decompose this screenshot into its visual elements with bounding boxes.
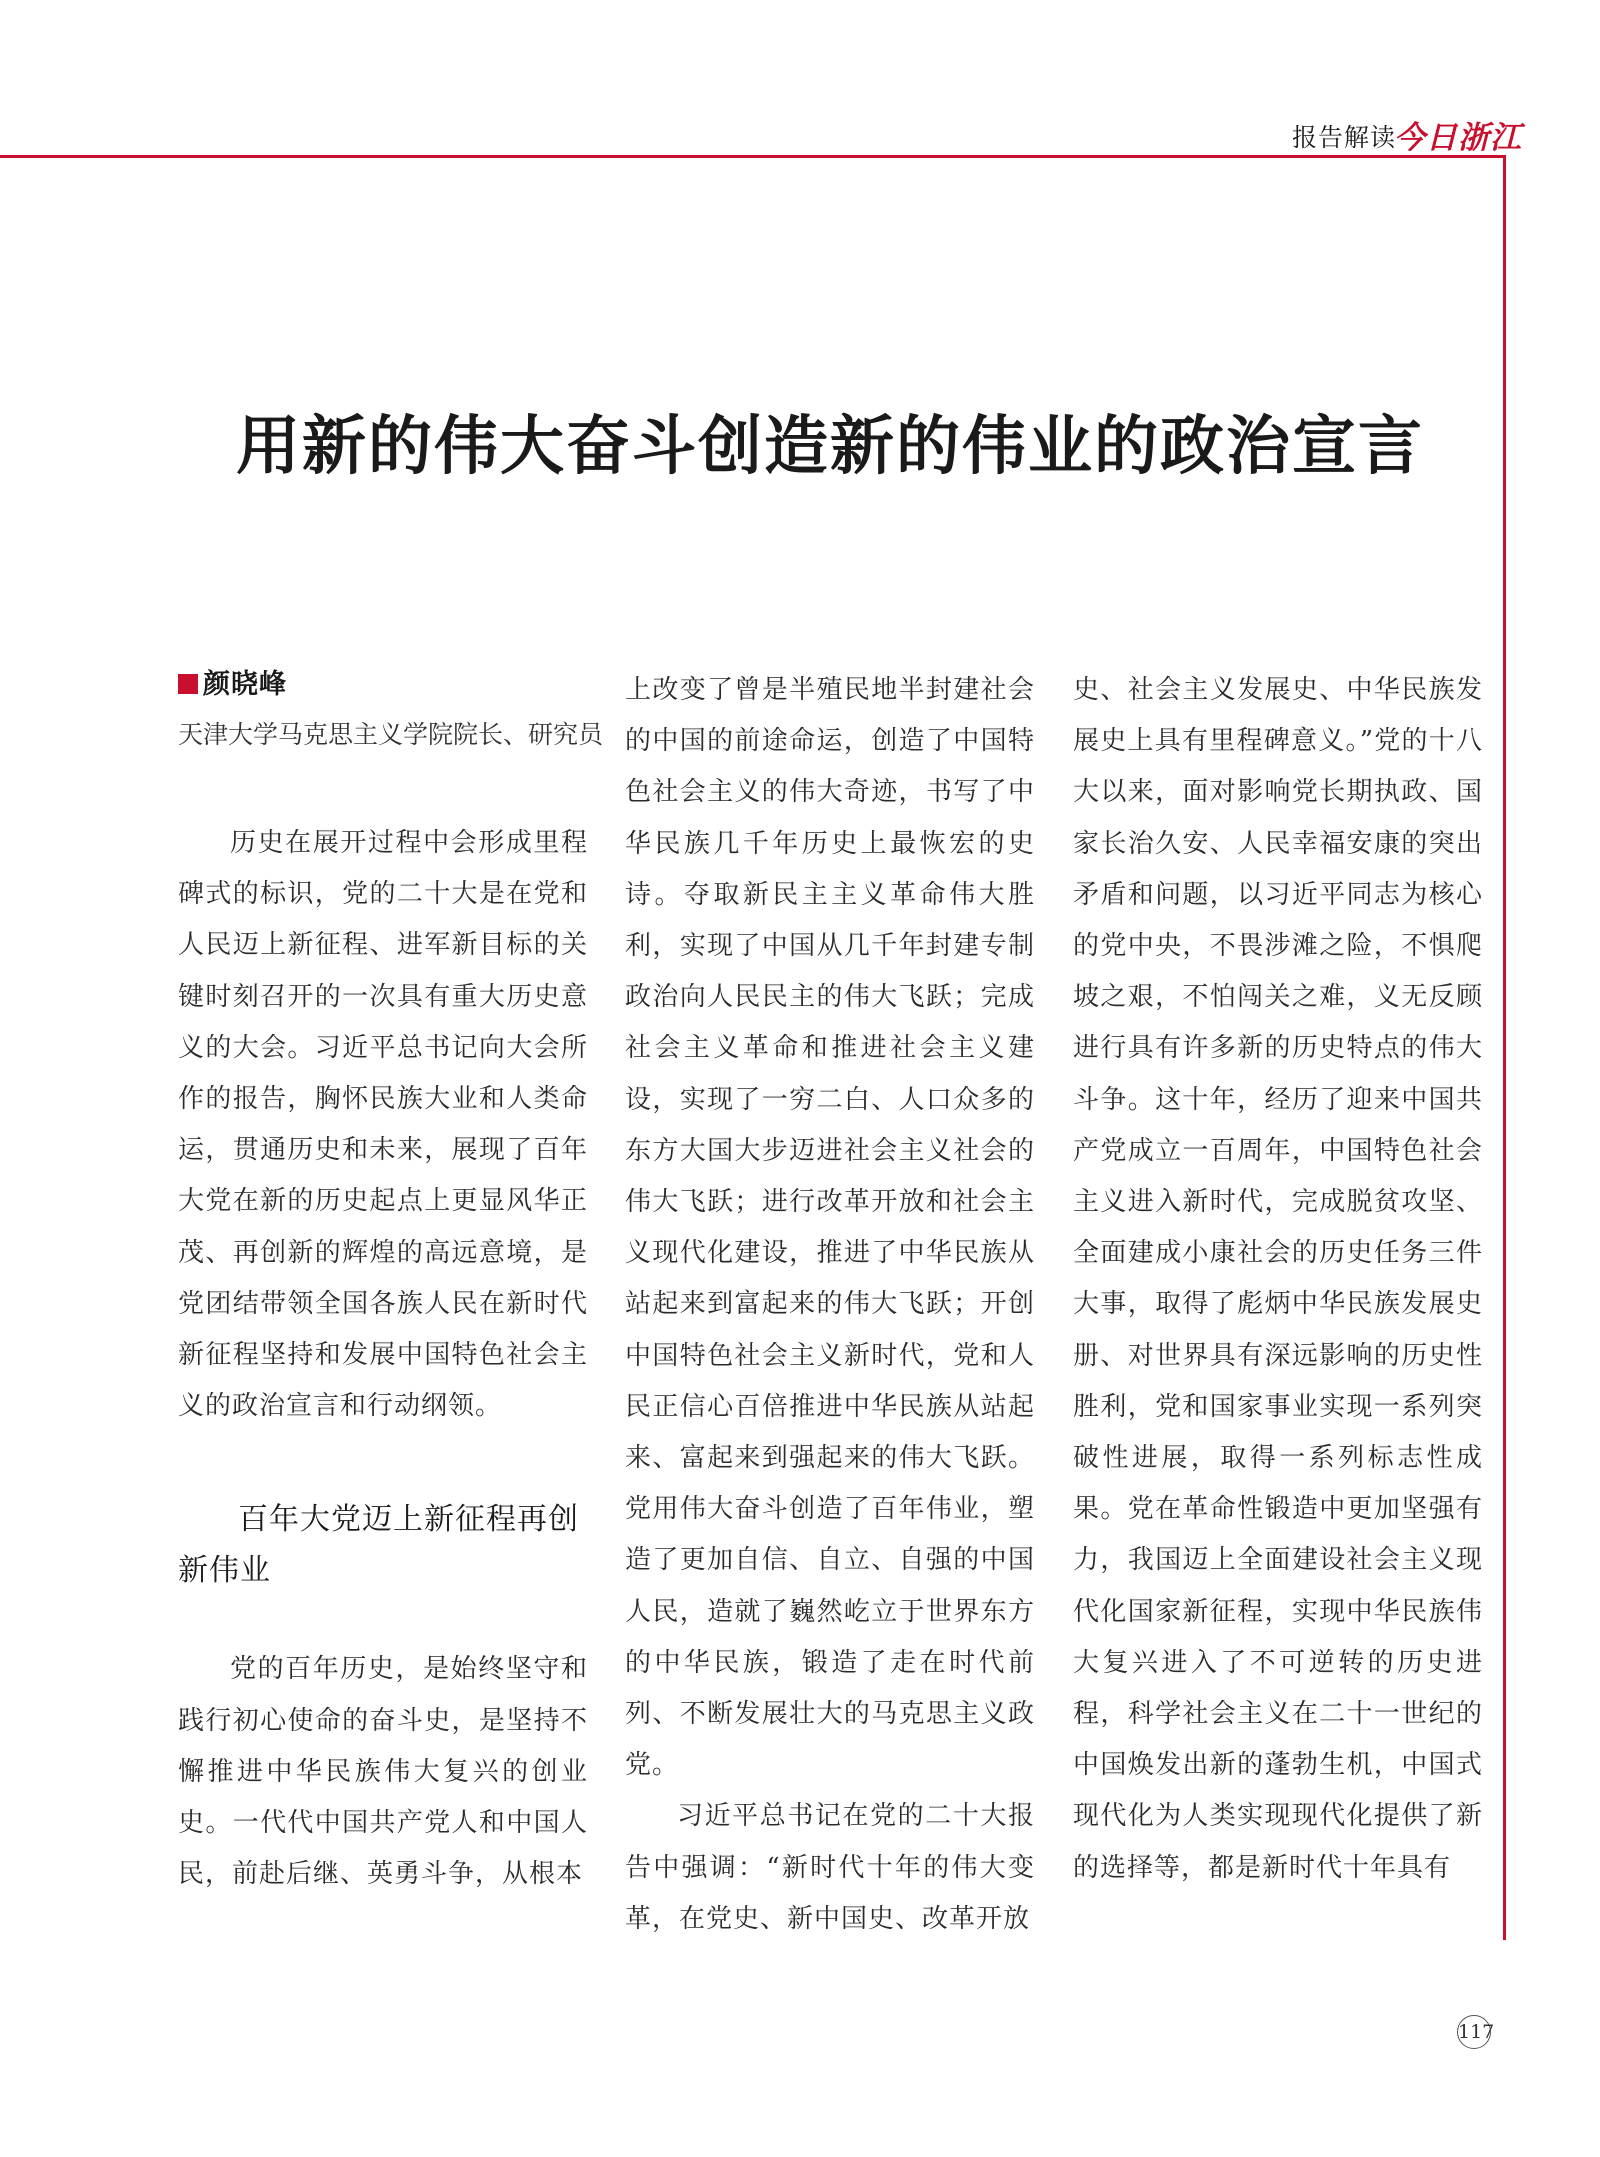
page-number: 117 — [1457, 2015, 1491, 2049]
paragraph-new-era: 史、社会主义发展史、中华民族发展史上具有里程碑意义。”党的十八大以来，面对影响党长期执政、国家长治久安、人民幸福安康的突出矛盾和问题，以习近平同志为核心的党中央，不畏涉滩之险，不惧爬坡之艰，不怕闯关之难，义无反顾进行具有许多新的历史特点的伟大斗争。这十年，经历了迎来中国共产党成立一百周年，中国特色社会主义进入新时代，完成脱贫攻坚、全面建成小康社会的历史任务三件大事，取得了彪炳中华民族发展史册、对世界具有深远影响的历史性胜利，党和国家事业实现一系列突破性进展，取得一系列标志性成果。党在革命性锻造中更加坚强有力，我国迈上全面建设社会主义现代化国家新征程，实现中华民族伟大复兴进入了不可逆转的历史进程，科学社会主义在二十一世纪的中国焕发出新的蓬勃生机，中国式现代化为人类实现现代化提供了新的选择等，都是新时代十年具有 — [1073, 675, 1483, 1883]
paragraph-intro: 历史在展开过程中会形成里程碑式的标识，党的二十大是在党和人民迈上新征程、进军新目标的关键时刻召开的一次具有重大历史意义的大会。习近平总书记向大会所作的报告，胸怀民族大业和人类命运，贯通历史和未来，展现了百年大党在新的历史起点上更显风华正茂、再创新的辉煌的高远意境，是党团结带领全国各族人民在新时代新征程坚持和发展中国特色社会主义的政治宣言和行动纲领。 — [178, 828, 588, 1422]
text-column-1 — [178, 665, 604, 1900]
header-rule — [0, 155, 1505, 158]
article-title: 用新的伟大奋斗创造新的伟业的政治宣言 — [236, 409, 1424, 484]
section-label: 报告解读 — [1292, 123, 1397, 152]
author-affiliation: 天津大学马克思主义学院院长、研究员 — [178, 720, 604, 749]
text-column-2 — [625, 665, 1035, 1945]
section-heading: 百年大党迈上新征程再创新伟业 — [178, 1502, 579, 1589]
author-line — [178, 665, 588, 705]
brand-logo: 今日浙江 — [1394, 120, 1522, 156]
paragraph-history: 党的百年历史，是始终坚守和践行初心使命的奋斗史，是坚持不懈推进中华民族伟大复兴的创业史。一代代中国共产党人和中国人民，前赴后继、英勇斗争，从根本 — [178, 1654, 588, 1890]
square-bullet-icon — [178, 674, 198, 694]
paragraph-continued: 上改变了曾是半殖民地半封建社会的中国的前途命运，创造了中国特色社会主义的伟大奇迹，书写了中华民族几千年历史上最恢宏的史诗。夺取新民主主义革命伟大胜利，实现了中国从几千年封建专制政治向人民民主的伟大飞跃；完成社会主义革命和推进社会主义建设，实现了一穷二白、人口众多的东方大国大步迈进社会主义社会的伟大飞跃；进行改革开放和社会主义现代化建设，推进了中华民族从站起来到富起来的伟大飞跃；开创中国特色社会主义新时代，党和人民正信心百倍推进中华民族从站起来、富起来到强起来的伟大飞跃。党用伟大奋斗创造了百年伟业，塑造了更加自信、自立、自强的中国人民，造就了巍然屹立于世界东方的中华民族，锻造了走在时代前列、不断发展壮大的马克思主义政党。 — [625, 675, 1035, 1781]
paragraph-report-quote: 习近平总书记在党的二十大报告中强调：“新时代十年的伟大变革，在党史、新中国史、改革开放 — [625, 1801, 1035, 1934]
text-column-3 — [1073, 665, 1483, 1894]
author-name: 颜晓峰 — [203, 669, 287, 700]
